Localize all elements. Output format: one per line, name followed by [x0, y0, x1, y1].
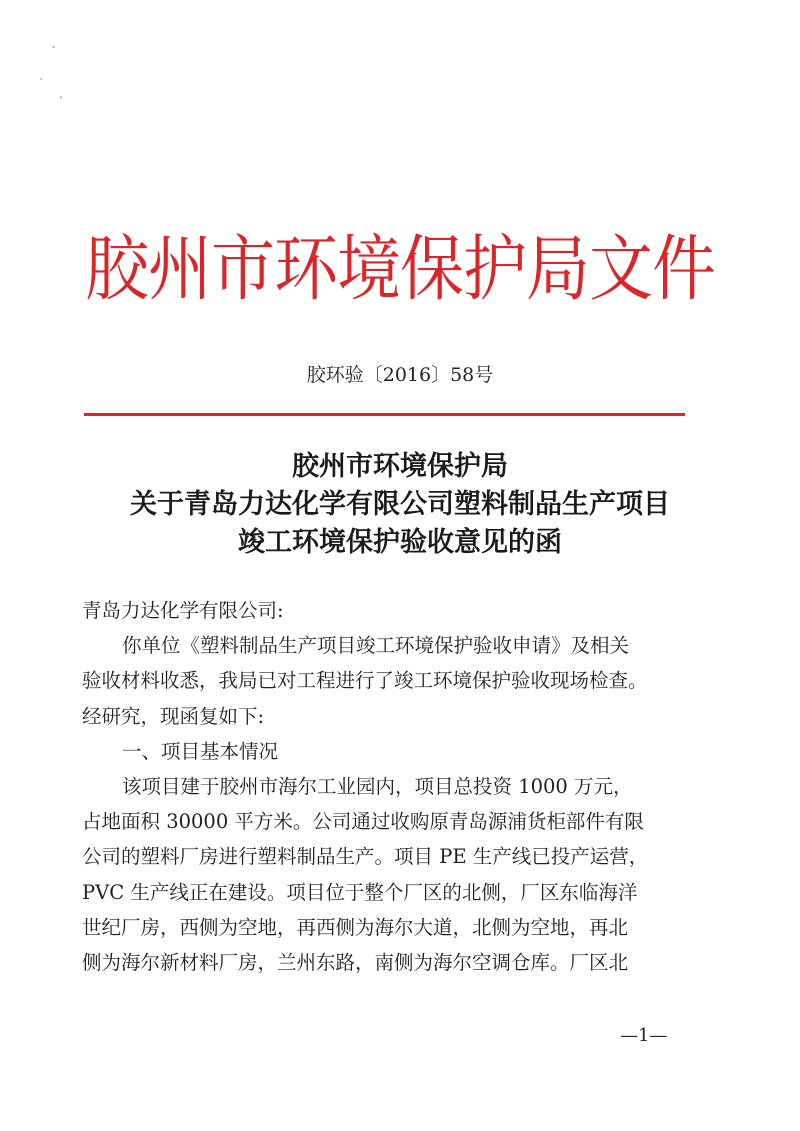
- salutation: 青岛力达化学有限公司:: [82, 599, 284, 622]
- body-line: 你单位《塑料制品生产项目竣工环境保护验收申请》及相关: [122, 634, 630, 658]
- letter-title-line-1: 胶州市环境保护局: [292, 451, 508, 482]
- body-line: 该项目建于胶州市海尔工业园内，项目总投资 1000 万元，: [122, 775, 633, 799]
- section-heading: 一、项目基本情况: [122, 739, 279, 763]
- body-line: 经研究，现函复如下:: [82, 704, 265, 728]
- page-number: —1—: [620, 1025, 668, 1046]
- body-line: PVC 生产线正在建设。项目位于整个厂区的北侧，厂区东临海洋: [82, 880, 638, 904]
- body-line: 世纪厂房，西侧为空地，再西侧为海尔大道，北侧为空地，再北: [82, 915, 629, 939]
- body-line: 公司的塑料厂房进行塑料制品生产。项目 PE 生产线已投产运营，: [82, 845, 649, 869]
- red-separator-line: [84, 413, 685, 416]
- scan-speck: [52, 46, 55, 48]
- letter-title: [0, 448, 800, 562]
- letter-body: [82, 593, 722, 980]
- letter-title-line-3: 竣工环境保护验收意见的函: [238, 527, 562, 558]
- scan-speck: [40, 78, 42, 80]
- letter-title-line-2: 关于青岛力达化学有限公司塑料制品生产项目: [130, 489, 670, 520]
- body-line: 占地面积 30000 平方米。公司通过收购原青岛源浦货柜部件有限: [82, 810, 644, 834]
- issuer-header-title: 胶州市环境保护局文件: [85, 228, 715, 312]
- body-line: 验收材料收悉，我局已对工程进行了竣工环境保护验收现场检查。: [82, 669, 648, 693]
- document-number: 胶环验〔2016〕58号: [306, 364, 494, 386]
- body-line: 侧为海尔新材料厂房，兰州东路，南侧为海尔空调仓库。厂区北: [82, 951, 629, 975]
- scan-speck: [60, 96, 62, 99]
